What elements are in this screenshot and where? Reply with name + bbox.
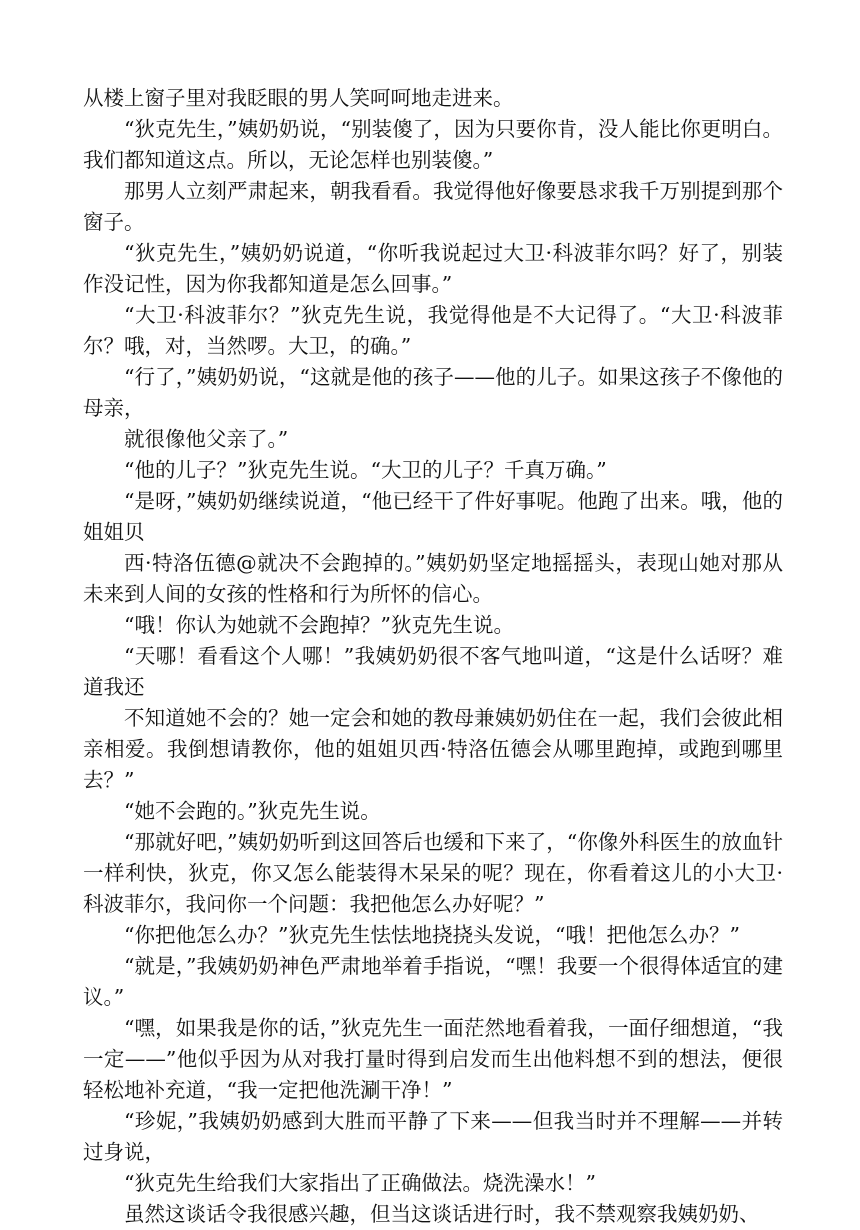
paragraph: “他的儿子？”狄克先生说。“大卫的儿子？千真万确。”: [124, 458, 607, 482]
paragraph: “那就好吧，”姨奶奶听到这回答后也缓和下来了，“你像外科医生的放血针一样利快，狄克，你又怎么能装得木呆呆的呢？现在，你看着这儿的小大卫·科波菲尔，我问你一个问题：我把他怎么办好呢？”: [83, 830, 783, 916]
paragraph: 从楼上窗子里对我眨眼的男人笑呵呵地走进来。: [83, 86, 514, 110]
paragraph: 虽然这谈话令我很感兴趣，但当这谈话进行时，我不禁观察我姨奶奶、: [124, 1202, 760, 1226]
paragraph: “你把他怎么办？”狄克先生怯怯地挠挠头发说，“哦！把他怎么办？”: [124, 923, 740, 947]
paragraph: 不知道她不会的？她一定会和她的教母兼姨奶奶住在一起，我们会彼此相亲相爱。我倒想请教你，他的姐姐贝西·特洛伍德会从哪里跑掉，或跑到哪里去？”: [83, 706, 783, 792]
paragraph: “珍妮，”我姨奶奶感到大胜而平静了下来——但我当时并不理解——并转过身说，: [83, 1109, 783, 1164]
paragraph: “她不会跑的。”狄克先生说。: [124, 799, 381, 823]
paragraph: “嘿，如果我是你的话，”狄克先生一面茫然地看着我，一面仔细想道，“我一定——”他似乎因为从对我打量时得到启发而生出他料想不到的想法，便很轻松地补充道，“我一定把他洗涮干净！”: [83, 1016, 783, 1102]
paragraph: “狄克先生给我们大家指出了正确做法。烧洗澡水！”: [124, 1171, 596, 1195]
paragraph: “狄克先生，”姨奶奶说道，“你听我说起过大卫·科波菲尔吗？好了，别装作没记性，因为你我都知道是怎么回事。”: [83, 241, 783, 296]
paragraph: “行了，”姨奶奶说，“这就是他的孩子——他的儿子。如果这孩子不像他的母亲，: [83, 365, 783, 420]
paragraph: “是呀，”姨奶奶继续说道，“他已经干了件好事呢。他跑了出来。哦，他的姐姐贝: [83, 489, 783, 544]
paragraph: 那男人立刻严肃起来，朝我看看。我觉得他好像要恳求我千万别提到那个窗子。: [83, 179, 783, 234]
paragraph: “就是，”我姨奶奶神色严肃地举着手指说，“嘿！我要一个很得体适宜的建议。”: [83, 954, 783, 1009]
paragraph: 就很像他父亲了。”: [124, 427, 289, 451]
paragraph: 西·特洛伍德@就决不会跑掉的。”姨奶奶坚定地摇摇头，表现山她对那从未来到人间的女孩的性格和行为所怀的信心。: [83, 551, 783, 606]
paragraph: “狄克先生，”姨奶奶说，“别装傻了，因为只要你肯，没人能比你更明白。我们都知道这点。所以，无论怎样也别装傻。”: [83, 117, 783, 172]
paragraph: “哦！你认为她就不会跑掉？”狄克先生说。: [124, 613, 514, 637]
paragraph: “大卫·科波菲尔？”狄克先生说，我觉得他是不大记得了。“大卫·科波菲尔？哦，对，当然啰。大卫，的确。”: [83, 303, 783, 358]
document-page: [83, 83, 783, 1230]
paragraph: “天哪！看看这个人哪！”我姨奶奶很不客气地叫道，“这是什么话呀？难道我还: [83, 644, 783, 699]
